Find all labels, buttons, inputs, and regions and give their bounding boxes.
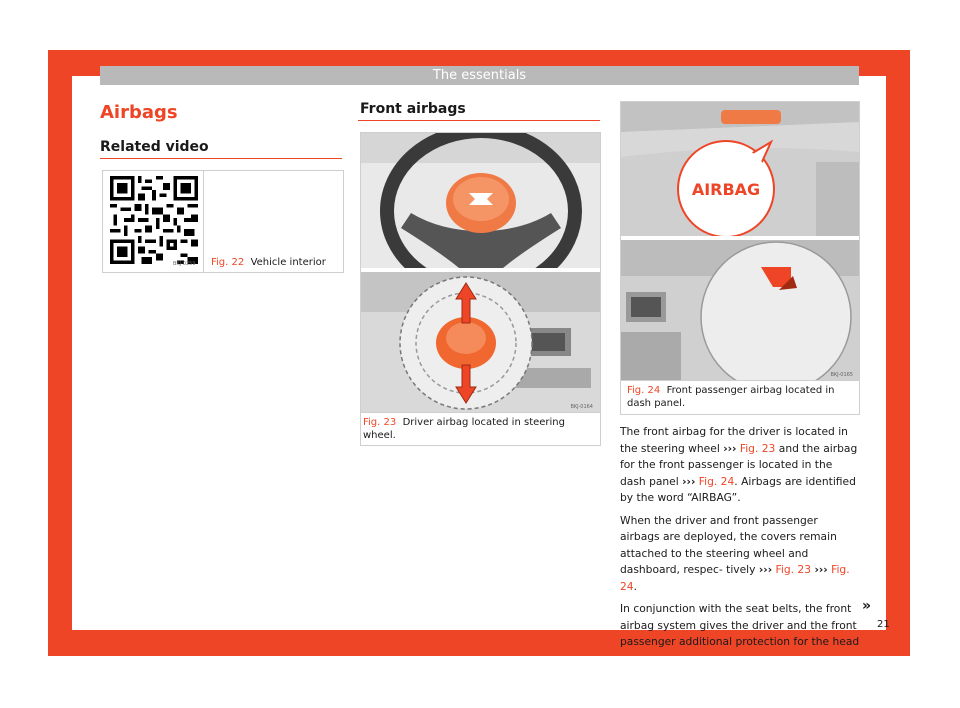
xref-fig-24[interactable]: Fig. 24: [620, 563, 850, 593]
figure-24-caption: [627, 384, 855, 410]
xref-arrows: ›››: [682, 474, 696, 488]
figure-number: Fig. 23: [363, 417, 397, 428]
qr-code-icon[interactable]: [110, 176, 198, 264]
section-rule: [358, 120, 600, 121]
page-number: 21: [877, 619, 890, 630]
subtitle-rule: [100, 158, 342, 159]
section-subtitle: Related video: [100, 139, 209, 155]
figure-23-image: [360, 132, 601, 413]
figure-code: BKJ-0164: [570, 404, 593, 410]
figure-caption-text: Front passenger airbag located in dash panel.: [627, 385, 835, 409]
dash-panel-illustration: [621, 102, 859, 380]
xref-fig-23[interactable]: Fig. 23: [775, 563, 812, 576]
body-text: [620, 424, 860, 657]
xref-fig-23[interactable]: Fig. 23: [739, 441, 776, 455]
figure-24-image: [620, 101, 860, 381]
section-title: Front airbags: [360, 101, 466, 117]
page-title: Airbags: [100, 102, 178, 123]
figure-22: [102, 170, 344, 273]
paragraph-1: The front airbag for the driver is located in the steering wheel ››› Fig. 23 and the airbag for the front passenger is located in the dash panel ››› Fig. 24. Airbags are identified by the word “AIRBAG”.: [620, 425, 858, 504]
xref-arrows: ›››: [758, 563, 773, 576]
figure-code: BKJ-0259: [173, 261, 196, 267]
continue-marker: »: [862, 598, 872, 614]
steering-wheel-illustration: [361, 133, 600, 412]
paragraph-3: In conjunction with the seat belts, the front airbag system gives the driver and the front passenger additional protection for the head: [620, 602, 860, 648]
figure-caption-text: Vehicle interior: [250, 257, 326, 268]
airbag-label: AIRBAG: [691, 180, 761, 199]
paragraph-2: When the driver and front passenger airbags are deployed, the covers remain attached to the steering wheel and dashboard, respec- tively ››› Fig. 23 ››› Fig. 24.: [620, 513, 850, 593]
figure-divider: [203, 171, 204, 272]
figure-caption: [211, 256, 326, 269]
figure-caption-text: Driver airbag located in steering wheel.: [363, 417, 565, 441]
xref-arrows: ›››: [814, 563, 828, 576]
xref-arrows: ›››: [723, 441, 737, 455]
figure-23-caption: [363, 416, 593, 442]
figure-number: Fig. 24: [627, 385, 661, 396]
figure-code: BKJ-0165: [830, 372, 853, 378]
figure-number: Fig. 22: [211, 257, 245, 268]
section-header: The essentials: [100, 66, 859, 85]
xref-fig-24[interactable]: Fig. 24: [698, 474, 735, 488]
